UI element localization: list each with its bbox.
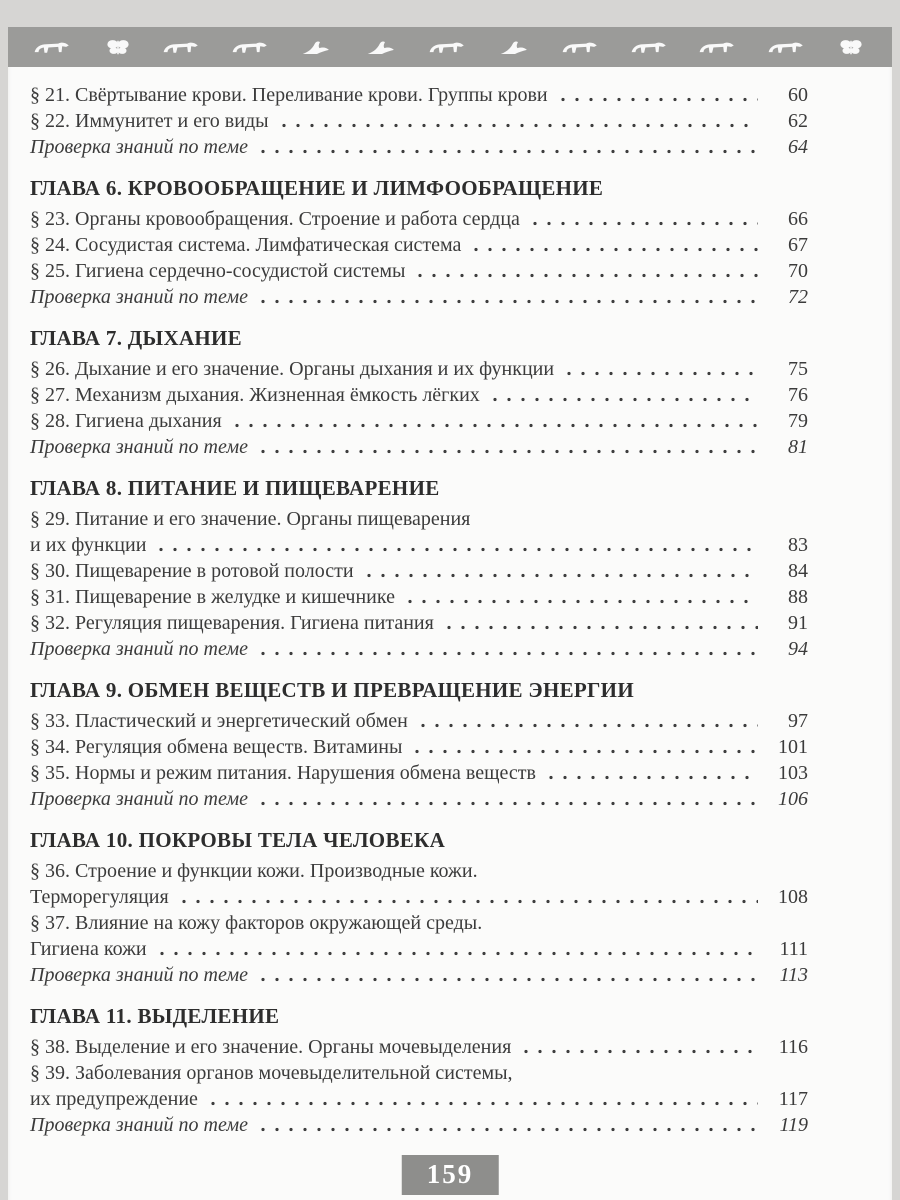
- entry-text: их предупреждение: [30, 1088, 198, 1110]
- page-number-badge: 159: [402, 1155, 499, 1195]
- goose-icon: [363, 35, 401, 60]
- toc-entry: [30, 558, 808, 584]
- entry-page-number: 72: [788, 286, 808, 308]
- leader-dots: [177, 898, 758, 905]
- entry-line: [30, 506, 808, 532]
- entry-text: § 36. Строение и функции кожи. Производные кожи.: [30, 860, 478, 882]
- chapter-heading: ГЛАВА 9. ОБМЕН ВЕЩЕСТВ И ПРЕВРАЩЕНИЕ ЭНЕРГИИ: [30, 678, 634, 702]
- entry-text: § 38. Выделение и его значение. Органы мочевыделения: [30, 1036, 512, 1058]
- toc-section: [30, 1003, 808, 1138]
- entry-line: [30, 708, 808, 734]
- toc-entry: [30, 910, 808, 962]
- entry-text: Терморегуляция: [30, 886, 169, 908]
- entry-line: [30, 134, 808, 160]
- entry-page-number: 117: [778, 1088, 808, 1110]
- butterfly-icon: [101, 35, 135, 60]
- entry-text: § 21. Свёртывание крови. Переливание крови. Группы крови: [30, 84, 548, 106]
- butterfly-icon: [834, 35, 868, 60]
- entry-text: § 34. Регуляция обмена веществ. Витамины: [30, 736, 403, 758]
- entry-page-number: 111: [779, 938, 808, 960]
- leader-dots: [469, 246, 758, 253]
- entry-line: [30, 1060, 808, 1086]
- leader-dots: [206, 1100, 758, 1107]
- entry-page-number: 97: [788, 710, 808, 732]
- grasshopper-icon: [560, 35, 602, 60]
- leader-dots: [256, 650, 758, 657]
- leader-dots: [556, 96, 758, 103]
- toc-entry: [30, 408, 808, 434]
- entry-line: [30, 936, 808, 962]
- entry-page-number: 66: [788, 208, 808, 230]
- entry-text: Проверка знаний по теме: [30, 788, 248, 810]
- entry-line: [30, 1086, 808, 1112]
- entry-page-number: 94: [788, 638, 808, 660]
- toc-entry-review: [30, 284, 808, 310]
- entry-line: [30, 206, 808, 232]
- entry-page-number: 106: [778, 788, 808, 810]
- toc-entry: [30, 108, 808, 134]
- entry-page-number: 64: [788, 136, 808, 158]
- toc-entry-review: [30, 434, 808, 460]
- toc-section: [30, 325, 808, 460]
- entry-line: [30, 786, 808, 812]
- entry-page-number: 113: [779, 964, 808, 986]
- entry-line: [30, 258, 808, 284]
- entry-line: [30, 82, 808, 108]
- entry-line: [30, 760, 808, 786]
- toc-entry: [30, 760, 808, 786]
- entry-page-number: 67: [788, 234, 808, 256]
- toc-entry-review: [30, 134, 808, 160]
- entry-text: § 24. Сосудистая система. Лимфатическая система: [30, 234, 462, 256]
- entry-text: § 39. Заболевания органов мочевыделительной системы,: [30, 1062, 513, 1084]
- entry-page-number: 81: [788, 436, 808, 458]
- entry-line: [30, 610, 808, 636]
- toc-section: [30, 677, 808, 812]
- entry-text: § 27. Механизм дыхания. Жизненная ёмкость лёгких: [30, 384, 480, 406]
- animal-silhouette-banner: [8, 27, 892, 67]
- entry-page-number: 91: [788, 612, 808, 634]
- horses-icon: [230, 35, 272, 60]
- scorpion-icon: [161, 35, 203, 60]
- entry-line: [30, 734, 808, 760]
- leader-dots: [256, 976, 758, 983]
- entry-text: Проверка знаний по теме: [30, 1114, 248, 1136]
- entry-text: § 37. Влияние на кожу факторов окружающей среды.: [30, 912, 483, 934]
- bird-icon: [298, 35, 336, 60]
- toc-entry-review: [30, 962, 808, 988]
- toc-entry: [30, 1034, 808, 1060]
- entry-page-number: 119: [779, 1114, 808, 1136]
- entry-text: и их функции: [30, 534, 147, 556]
- entry-line: [30, 558, 808, 584]
- toc-section: [30, 475, 808, 662]
- leader-dots: [256, 148, 758, 155]
- entry-text: § 35. Нормы и режим питания. Нарушения обмена веществ: [30, 762, 536, 784]
- table-of-contents: [8, 67, 892, 1138]
- entry-line: [30, 910, 808, 936]
- leader-dots: [256, 448, 758, 455]
- toc-section: [30, 827, 808, 988]
- entry-text: § 33. Пластический и энергетический обмен: [30, 710, 408, 732]
- entry-page-number: 76: [788, 384, 808, 406]
- toc-entry: [30, 232, 808, 258]
- leader-dots: [256, 1126, 758, 1133]
- leader-dots: [413, 272, 758, 279]
- entry-text: § 31. Пищеварение в желудке и кишечнике: [30, 586, 395, 608]
- leader-dots: [256, 298, 758, 305]
- entry-line: [30, 434, 808, 460]
- chapter-heading: ГЛАВА 11. ВЫДЕЛЕНИЕ: [30, 1004, 280, 1028]
- entry-text: § 30. Пищеварение в ротовой полости: [30, 560, 354, 582]
- entry-page-number: 88: [788, 586, 808, 608]
- chapter-heading: ГЛАВА 7. ДЫХАНИЕ: [30, 326, 242, 350]
- chapter-heading: ГЛАВА 10. ПОКРОВЫ ТЕЛА ЧЕЛОВЕКА: [30, 828, 446, 852]
- toc-entry: [30, 382, 808, 408]
- toc-entry: [30, 506, 808, 558]
- entry-text: § 29. Питание и его значение. Органы пищеварения: [30, 508, 471, 530]
- entry-text: Проверка знаний по теме: [30, 136, 248, 158]
- boar-icon: [32, 35, 74, 60]
- entry-line: [30, 532, 808, 558]
- toc-entry: [30, 584, 808, 610]
- toc-entry: [30, 258, 808, 284]
- leader-dots: [277, 122, 758, 129]
- entry-line: [30, 356, 808, 382]
- leader-dots: [488, 396, 758, 403]
- leader-dots: [256, 800, 758, 807]
- monkey-icon: [427, 35, 469, 60]
- entry-page-number: 79: [788, 410, 808, 432]
- leader-dots: [230, 422, 758, 429]
- entry-text: Проверка знаний по теме: [30, 436, 248, 458]
- entry-line: [30, 408, 808, 434]
- entry-text: § 22. Иммунитет и его виды: [30, 110, 269, 132]
- monkeys-icon: [697, 35, 739, 60]
- entry-line: [30, 858, 808, 884]
- toc-entry: [30, 206, 808, 232]
- entry-line: [30, 1112, 808, 1138]
- entry-text: § 25. Гигиена сердечно-сосудистой системы: [30, 260, 406, 282]
- entry-page-number: 116: [778, 1036, 808, 1058]
- leader-dots: [562, 370, 758, 377]
- leader-dots: [154, 546, 758, 553]
- toc-entry-review: [30, 786, 808, 812]
- heron-icon: [496, 35, 534, 60]
- entry-page-number: 75: [788, 358, 808, 380]
- leader-dots: [410, 748, 758, 755]
- entry-text: Проверка знаний по теме: [30, 638, 248, 660]
- entry-page-number: 62: [788, 110, 808, 132]
- entry-page-number: 101: [778, 736, 808, 758]
- leader-dots: [362, 572, 758, 579]
- book-page: [8, 27, 892, 1200]
- leader-dots: [155, 950, 758, 957]
- entry-text: § 28. Гигиена дыхания: [30, 410, 222, 432]
- leader-dots: [403, 598, 758, 605]
- toc-entry-review: [30, 636, 808, 662]
- toc-entry: [30, 734, 808, 760]
- entry-text: Гигиена кожи: [30, 938, 147, 960]
- entry-line: [30, 232, 808, 258]
- toc-section: [30, 175, 808, 310]
- entry-page-number: 108: [778, 886, 808, 908]
- leader-dots: [416, 722, 758, 729]
- chapter-heading: ГЛАВА 8. ПИТАНИЕ И ПИЩЕВАРЕНИЕ: [30, 476, 440, 500]
- entry-line: [30, 382, 808, 408]
- entry-text: Проверка знаний по теме: [30, 286, 248, 308]
- deer-icon: [629, 35, 671, 60]
- entry-page-number: 83: [788, 534, 808, 556]
- toc-entry: [30, 1060, 808, 1112]
- entry-page-number: 103: [778, 762, 808, 784]
- entry-text: § 26. Дыхание и его значение. Органы дыхания и их функции: [30, 358, 555, 380]
- toc-entry: [30, 858, 808, 910]
- toc-entry: [30, 356, 808, 382]
- entry-line: [30, 884, 808, 910]
- toc-entry: [30, 82, 808, 108]
- entry-line: [30, 636, 808, 662]
- entry-text: § 23. Органы кровообращения. Строение и работа сердца: [30, 208, 520, 230]
- toc-entry: [30, 610, 808, 636]
- toc-entry: [30, 708, 808, 734]
- entry-line: [30, 962, 808, 988]
- entry-page-number: 84: [788, 560, 808, 582]
- entry-line: [30, 284, 808, 310]
- leader-dots: [519, 1048, 758, 1055]
- chapter-heading: ГЛАВА 6. КРОВООБРАЩЕНИЕ И ЛИМФООБРАЩЕНИЕ: [30, 176, 604, 200]
- entry-line: [30, 584, 808, 610]
- toc-section: [30, 82, 808, 160]
- beetle-icon: [766, 35, 808, 60]
- entry-page-number: 60: [788, 84, 808, 106]
- toc-entry-review: [30, 1112, 808, 1138]
- entry-page-number: 70: [788, 260, 808, 282]
- leader-dots: [528, 220, 758, 227]
- entry-text: § 32. Регуляция пищеварения. Гигиена питания: [30, 612, 434, 634]
- entry-text: Проверка знаний по теме: [30, 964, 248, 986]
- entry-line: [30, 1034, 808, 1060]
- entry-line: [30, 108, 808, 134]
- leader-dots: [544, 774, 758, 781]
- leader-dots: [442, 624, 758, 631]
